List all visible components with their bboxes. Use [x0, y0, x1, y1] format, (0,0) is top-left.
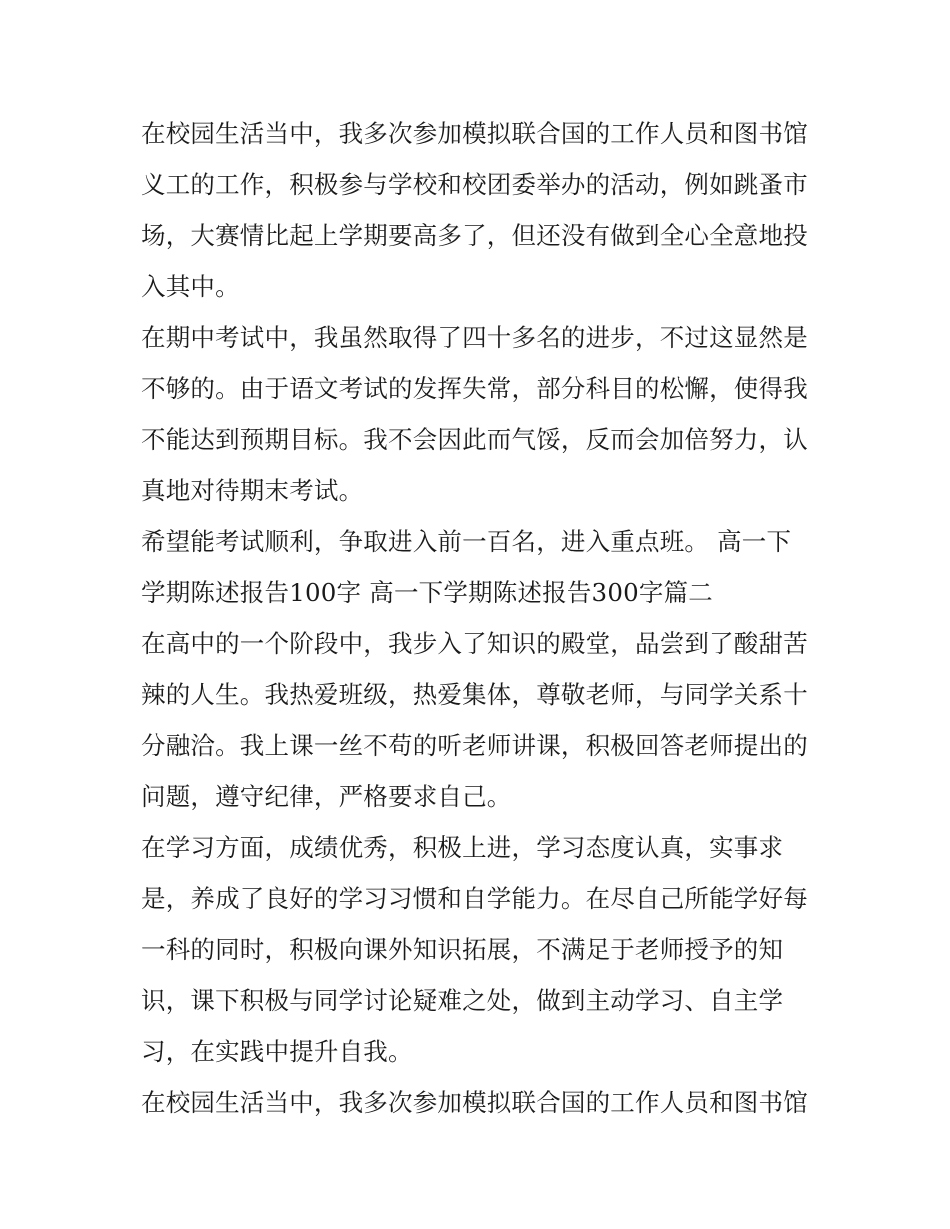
text-line: 入其中。 — [141, 272, 240, 301]
text-line: 不能达到预期目标。我不会因此而气馁，反而会加倍努力，认 — [141, 425, 808, 454]
document-body — [141, 108, 821, 1128]
text-line: 在期中考试中，我虽然取得了四十多名的进步，不过这显然是 — [141, 323, 808, 352]
text-line: 场，大赛情比起上学期要高多了，但还没有做到全心全意地投 — [141, 221, 808, 250]
text-line: 在高中的一个阶段中，我步入了知识的殿堂，品尝到了酸甜苦 — [141, 629, 808, 658]
text-line: 一科的同时，积极向课外知识拓展，不满足于老师授予的知 — [141, 935, 784, 964]
text-line: 分融洽。我上课一丝不苟的听老师讲课，积极回答老师提出的 — [141, 731, 808, 760]
text-line: 辣的人生。我热爱班级，热爱集体，尊敬老师，与同学关系十 — [141, 680, 808, 709]
text-line: 识，课下积极与同学讨论疑难之处，做到主动学习、自主学 — [141, 986, 784, 1015]
text-line: 真地对待期末考试。 — [141, 476, 364, 505]
text-line: 在校园生活当中，我多次参加模拟联合国的工作人员和图书馆 — [141, 119, 808, 148]
text-line: 是，养成了良好的学习习惯和自学能力。在尽自己所能学好每 — [141, 884, 808, 913]
text-line: 习，在实践中提升自我。 — [141, 1037, 413, 1066]
text-line: 问题，遵守纪律，严格要求自己。 — [141, 782, 512, 811]
text-line: 希望能考试顺利，争取进入前一百名，进入重点班。 高一下 — [141, 527, 792, 556]
text-line: 在校园生活当中，我多次参加模拟联合国的工作人员和图书馆 — [141, 1088, 808, 1117]
text-line: 不够的。由于语文考试的发挥失常，部分科目的松懈，使得我 — [141, 374, 808, 403]
text-line: 学期陈述报告100字 高一下学期陈述报告300字篇二 — [141, 578, 714, 607]
text-line: 义工的工作，积极参与学校和校团委举办的活动，例如跳蚤市 — [141, 170, 808, 199]
text-line: 在学习方面，成绩优秀，积极上进，学习态度认真，实事求 — [141, 833, 784, 862]
